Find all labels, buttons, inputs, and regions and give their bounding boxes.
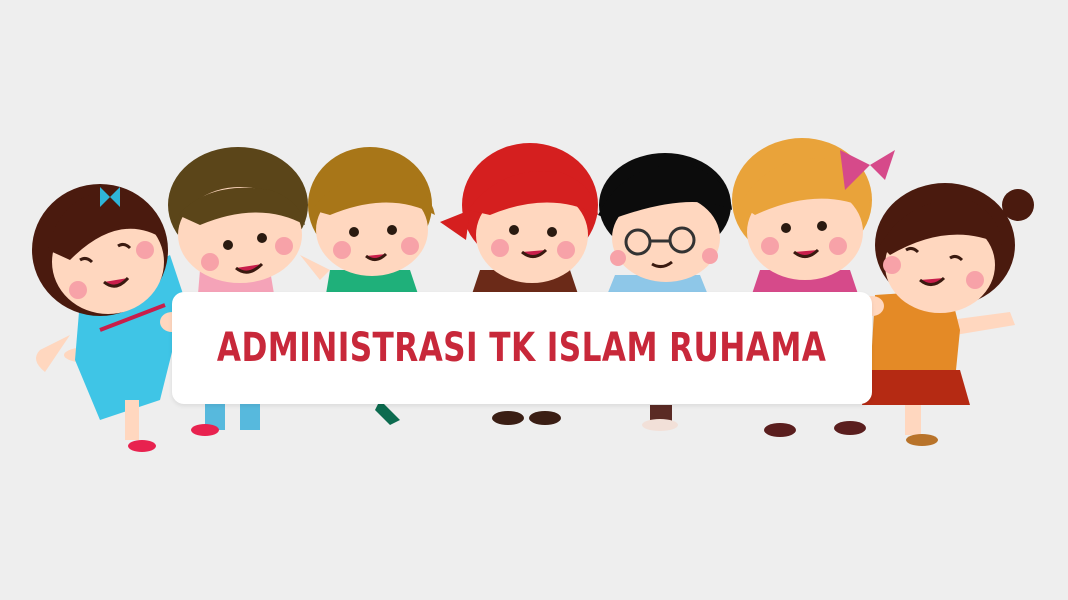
- banner-title: ADMINISTRASI TK ISLAM RUHAMA: [217, 325, 827, 371]
- title-banner: [172, 292, 872, 404]
- child-girl-orange-shirt: [862, 183, 1034, 446]
